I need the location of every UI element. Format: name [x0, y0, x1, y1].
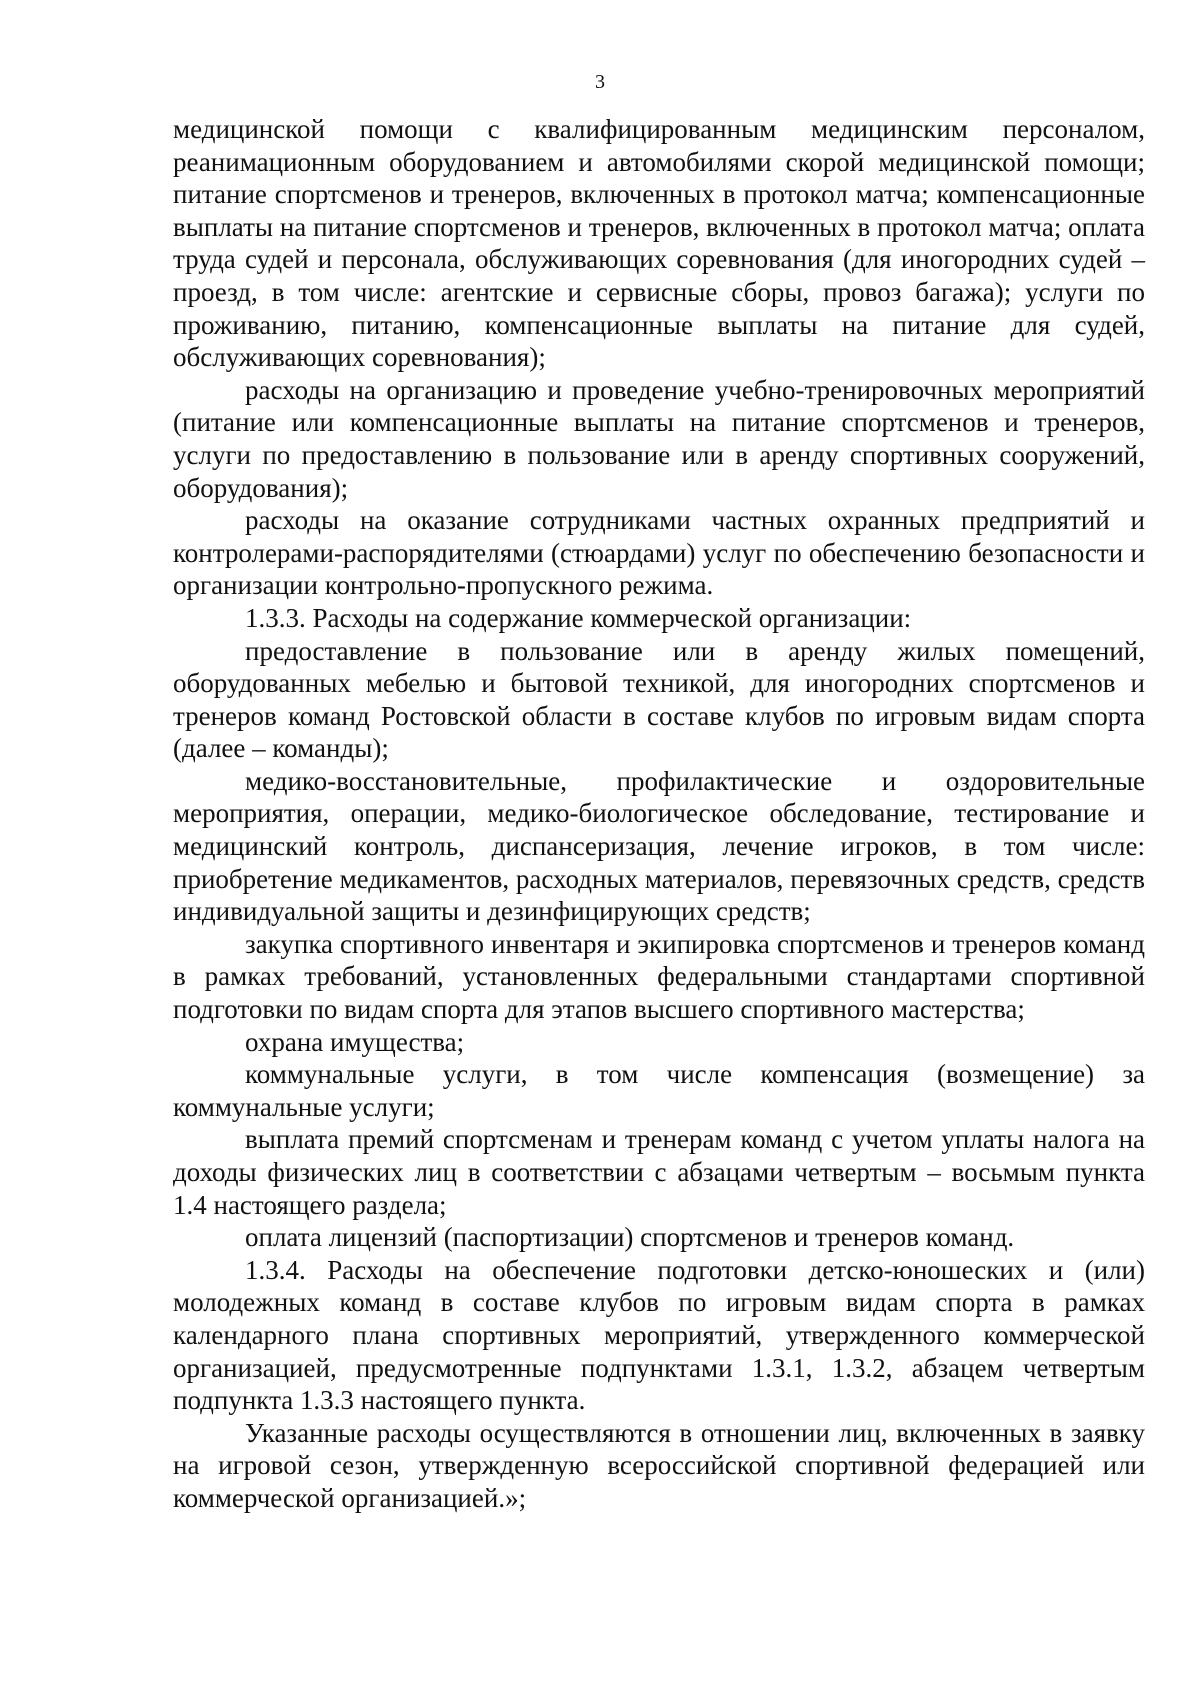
- paragraph-equipment: закупка спортивного инвентаря и экипировка спортсменов и тренеров команд в рамках требований, установленных федеральными стандартами спортивной подготовки по видам спорта для этапов высшего спортивного мастерства;: [173, 928, 1145, 1025]
- paragraph-utilities: коммунальные услуги, в том числе компенсация (возмещение) за коммунальные услуги;: [173, 1059, 1145, 1122]
- paragraph-property-protection: охрана имущества;: [245, 1026, 465, 1057]
- paragraph-housing: предоставление в пользование или в аренду жилых помещений, оборудованных мебелью и бытовой техникой, для иногородних спортсменов и тренеров команд Ростовской области в составе клубов по игровым видам спорта (далее – команды);: [173, 635, 1145, 764]
- paragraph-closing: Указанные расходы осуществляются в отношении лиц, включенных в заявку на игровой сезон, утвержденную всероссийской спортивной федерацией или коммерческой организацией.»;: [173, 1417, 1145, 1513]
- paragraph-continuation: медицинской помощи с квалифицированным медицинским персоналом, реанимационным оборудованием и автомобилями скорой медицинской помощи; питание спортсменов и тренеров, включенных в протокол матча; компенсационные выплаты на питание спортсменов и тренеров, включенных в протокол матча; оплата труда судей и персонала, обслуживающих соревнования (для иногородних судей – проезд, в том числе: агентские и сервисные сборы, провоз багажа); услуги по проживанию, питанию, компенсационные выплаты на питание для судей, обслуживающих соревнования);: [173, 114, 1145, 373]
- paragraph-bonuses: выплата премий спортсменам и тренерам команд с учетом уплаты налога на доходы физических лиц в соответствии с абзацами четвертым – восьмым пункта 1.4 настоящего раздела;: [173, 1124, 1145, 1220]
- paragraph-security-expenses: расходы на оказание сотрудниками частных охранных предприятий и контролерами-распорядителями (стюардами) услуг по обеспечению безопасности и организации контрольно-пропускного режима.: [173, 505, 1145, 601]
- paragraph-licenses: оплата лицензий (паспортизации) спортсменов и тренеров команд.: [245, 1222, 1015, 1253]
- document-body: [173, 113, 1145, 1515]
- paragraph-1-3-4: 1.3.4. Расходы на обеспечение подготовки детско-юношеских и (или) молодежных команд в составе клубов по игровым видам спорта в рамках календарного плана спортивных мероприятий, утвержденного коммерческой организацией, предусмотренные подпунктами 1.3.1, 1.3.2, абзацем четвертым подпункта 1.3.3 настоящего пункта.: [173, 1254, 1145, 1416]
- page-number: 3: [595, 71, 605, 93]
- paragraph-training-expenses: расходы на организацию и проведение учебно-тренировочных мероприятий (питание или компенсационные выплаты на питание спортсменов и тренеров, услуги по предоставлению в пользование или в аренду спортивных сооружений, оборудования);: [173, 374, 1145, 503]
- paragraph-medical: медико-восстановительные, профилактические и оздоровительные мероприятия, операции, медико-биологическое обследование, тестирование и медицинский контроль, диспансеризация, лечение игроков, в том числе: приобретение медикаментов, расходных материалов, перевязочных средств, средств индивидуальной защиты и дезинфицирующих средств;: [173, 765, 1145, 927]
- paragraph-1-3-3-heading: 1.3.3. Расходы на содержание коммерческой организации:: [245, 602, 912, 633]
